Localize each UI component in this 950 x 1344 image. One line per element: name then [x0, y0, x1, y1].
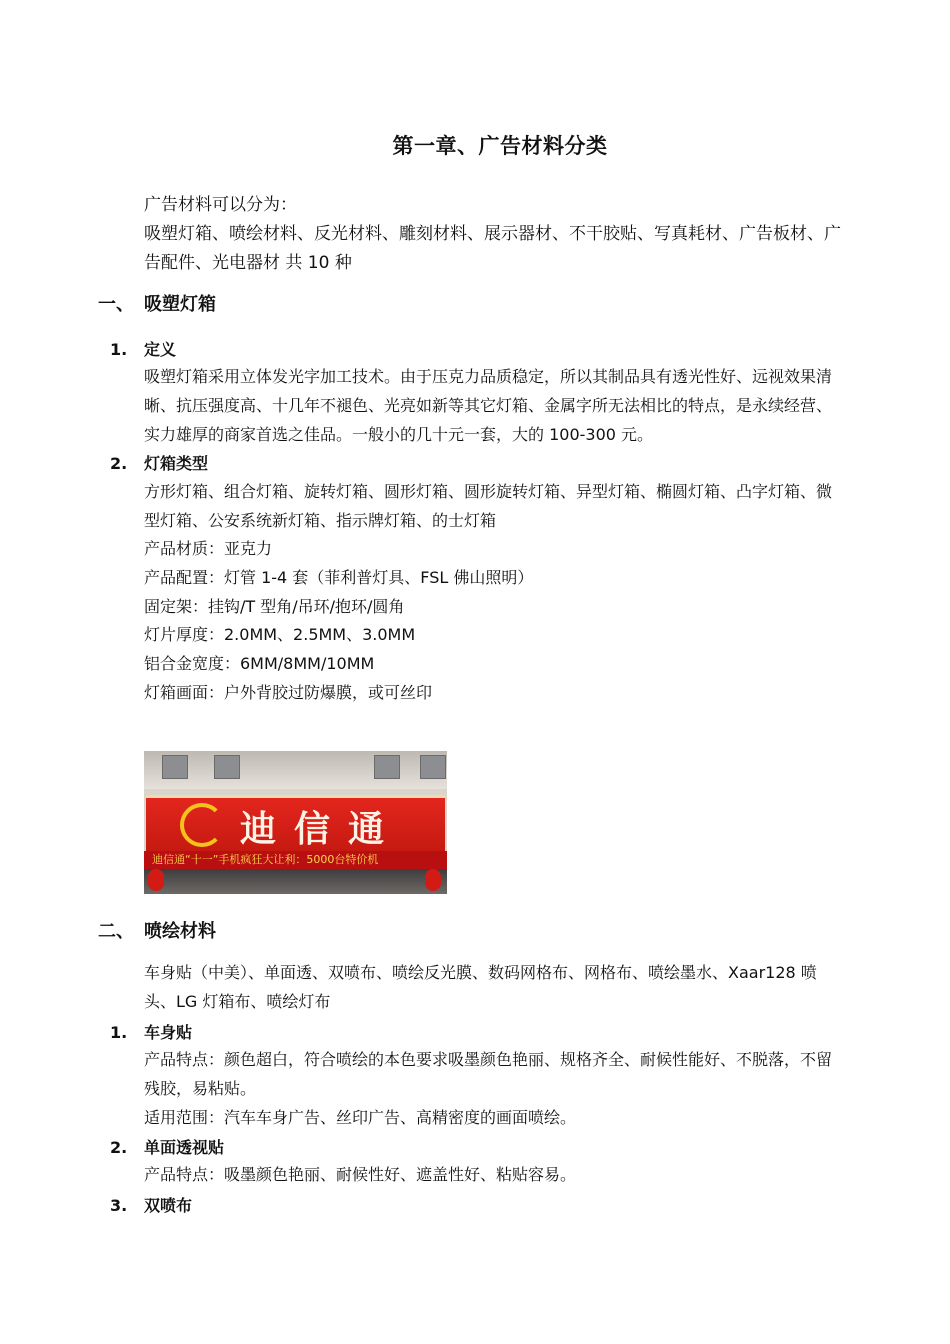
section-heading-1 — [98, 290, 216, 316]
subsection-heading: 1. 车身贴 — [110, 1023, 193, 1042]
spec-config: 产品配置：灯管 1-4 套（菲利普灯具、FSL 佛山照明） — [144, 568, 534, 587]
subsection-heading: 2. 单面透视贴 — [110, 1138, 225, 1157]
spec-mount: 固定架：挂钩/T 型角/吊环/抱环/圆角 — [144, 597, 405, 616]
building-facade — [144, 751, 447, 789]
section-title: 吸塑灯箱 — [144, 294, 216, 315]
sign-brand-text: 迪信通 — [240, 808, 403, 850]
chapter-title: 第一章、广告材料分类 — [392, 134, 608, 158]
section-heading-2 — [98, 917, 216, 943]
subsection-heading: 1. 定义 — [110, 340, 177, 359]
one-way-vision-features: 产品特点：吸墨颜色艳丽、耐候性好、遮盖性好、粘贴容易。 — [144, 1165, 577, 1184]
lantern-icon — [148, 869, 164, 891]
spec-aluminum: 铝合金宽度：6MM/8MM/10MM — [144, 654, 375, 673]
lantern-icon — [425, 869, 441, 891]
brand-logo — [180, 803, 224, 847]
street-level — [144, 869, 447, 894]
subsection-heading: 3. 双喷布 — [110, 1196, 193, 1215]
section-title: 喷绘材料 — [144, 921, 216, 942]
car-sticker-features: 产品特点：颜色超白，符合喷绘的本色要求吸墨颜色艳丽、规格齐全、耐候性能好、不脱落，不留残胶，易粘贴。 — [144, 1050, 833, 1098]
intro-categories: 吸塑灯箱、喷绘材料、反光材料、雕刻材料、展示器材、不干胶贴、写真耗材、广告板材、广告配件、光电器材 共 10 种 — [144, 224, 841, 273]
storefront-photo — [144, 751, 447, 894]
definition-paragraph: 吸塑灯箱采用立体发光字加工技术。由于压克力品质稳定，所以其制品具有透光性好、远视效果清晰、抗压强度高、十几年不褪色、光亮如新等其它灯箱、金属字所无法相比的特点，是永续经营、实力雄厚的商家首选之佳品。一般小的几十元一套，大的 100-300 元。 — [144, 367, 833, 444]
lightbox-types: 方形灯箱、组合灯箱、旋转灯箱、圆形灯箱、圆形旋转灯箱、异型灯箱、椭圆灯箱、凸字灯箱、微型灯箱、公安系统新灯箱、指示牌灯箱、的士灯箱 — [144, 482, 833, 530]
spec-face: 灯箱画面：户外背胶过防爆膜，或可丝印 — [144, 683, 433, 702]
sign-banner-text: 迪信通“十一”手机疯狂大让利：5000台特价机 — [144, 851, 447, 869]
spray-materials-list: 车身贴（中美）、单面透、双喷布、喷绘反光膜、数码网格布、网格布、喷绘墨水、Xaar128 喷头、LG 灯箱布、喷绘灯布 — [144, 963, 817, 1011]
spec-thickness: 灯片厚度：2.0MM、2.5MM、3.0MM — [144, 625, 416, 644]
intro-line: 广告材料可以分为： — [144, 195, 297, 215]
subsection-heading: 2. 灯箱类型 — [110, 454, 209, 473]
car-sticker-scope: 适用范围：汽车车身广告、丝印广告、高精密度的画面喷绘。 — [144, 1108, 577, 1127]
section-number: 二、 — [98, 921, 134, 942]
section-number: 一、 — [98, 294, 134, 315]
spec-material: 产品材质：亚克力 — [144, 539, 273, 558]
